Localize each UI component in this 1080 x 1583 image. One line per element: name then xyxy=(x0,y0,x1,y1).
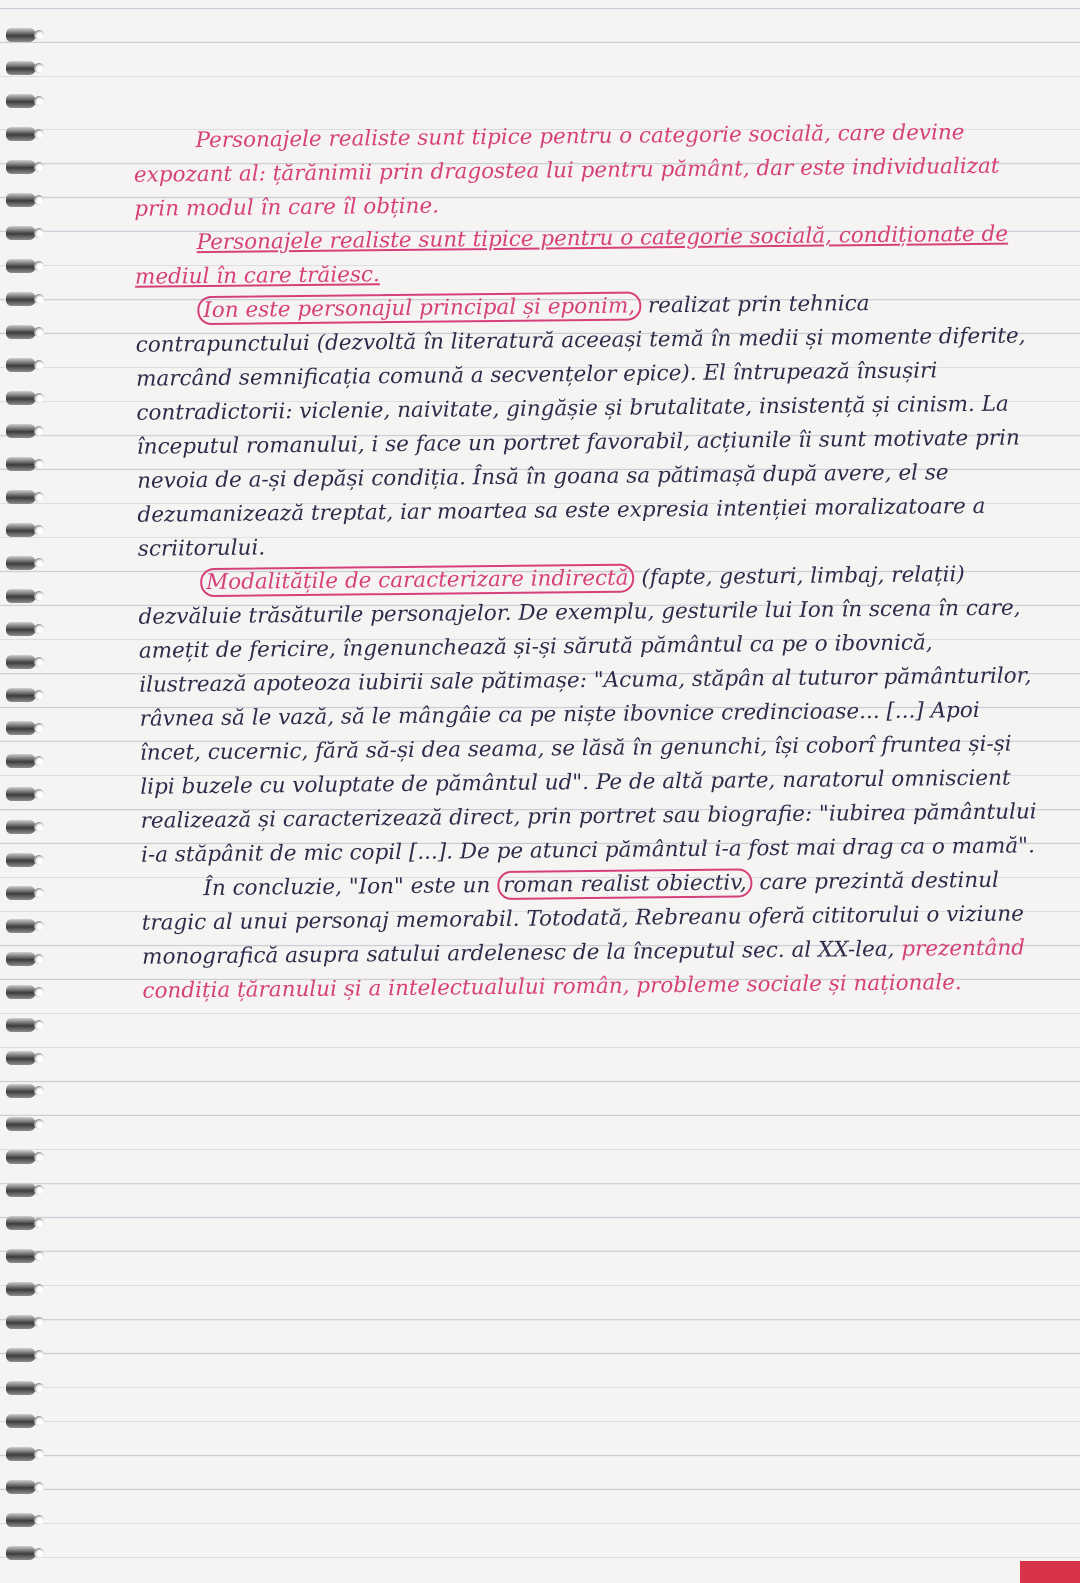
spiral-ring xyxy=(6,1348,36,1362)
spiral-ring xyxy=(6,94,36,108)
spiral-ring xyxy=(6,622,36,636)
highlight-box: Modalitățile de caracterizare indirectă xyxy=(200,564,635,598)
spiral-ring xyxy=(6,886,36,900)
paragraph-5-text-c: prezentând condiția țăranului și a intelectualului român, probleme sociale și naționale. xyxy=(142,935,1026,1004)
spiral-ring xyxy=(6,721,36,735)
spiral-ring xyxy=(6,28,36,42)
spiral-ring xyxy=(6,1183,36,1197)
spiral-ring xyxy=(6,919,36,933)
spiral-ring xyxy=(6,160,36,174)
spiral-ring xyxy=(6,1282,36,1296)
spiral-ring xyxy=(6,226,36,240)
handwritten-text xyxy=(133,115,1047,1008)
spiral-ring xyxy=(6,1546,36,1560)
paragraph-4 xyxy=(138,557,1046,872)
spiral-ring xyxy=(6,127,36,141)
spiral-ring xyxy=(6,292,36,306)
spiral-ring xyxy=(6,820,36,834)
spiral-ring xyxy=(6,457,36,471)
spiral-ring xyxy=(6,1447,36,1461)
spiral-binding xyxy=(0,0,48,1583)
spiral-ring xyxy=(6,1480,36,1494)
spiral-ring xyxy=(6,259,36,273)
spiral-ring xyxy=(6,952,36,966)
spiral-ring xyxy=(6,358,36,372)
spiral-ring xyxy=(6,424,36,438)
spiral-ring xyxy=(6,1216,36,1230)
spiral-ring xyxy=(6,853,36,867)
paragraph-4-text-a: (fapte, gesturi, limbaj, relații) dezvăluie trăsăturile personajelor. xyxy=(138,562,965,630)
spiral-ring xyxy=(6,589,36,603)
spiral-ring xyxy=(6,391,36,405)
spiral-ring xyxy=(6,325,36,339)
circled-phrase: roman realist obiectiv, xyxy=(497,868,753,900)
spiral-ring xyxy=(6,1249,36,1263)
spiral-ring xyxy=(6,490,36,504)
spiral-ring xyxy=(6,1513,36,1527)
spiral-ring xyxy=(6,985,36,999)
spiral-ring xyxy=(6,1084,36,1098)
spiral-ring xyxy=(6,193,36,207)
spiral-ring xyxy=(6,556,36,570)
paragraph-5 xyxy=(141,863,1047,1008)
highlight-box: Ion este personajul principal și eponim, xyxy=(197,291,641,325)
spiral-ring xyxy=(6,1117,36,1131)
spiral-ring xyxy=(6,523,36,537)
spiral-ring xyxy=(6,1018,36,1032)
paragraph-3-text: realizat prin tehnica contrapunctului (dezvoltă în literatură aceeași temă în medii și momente diferite, marcând semnificația comună a secvențelor epice). El întrupează însușiri contradictorii: viclenie, naivitate, gingășie și brutalitate, insistență și cinism. La începutul romanului, i se face un portret favorabil, acțiunile îi sunt motivate prin nevoia de a-și depăși condiția. Însă în goana sa pătimașă după avere, el se dezumanizează treptat, iar moartea sa este expresia intenției moralizatoare a scriitorului. xyxy=(135,291,1026,562)
spiral-ring xyxy=(6,787,36,801)
spiral-ring xyxy=(6,688,36,702)
paragraph-1: Personajele realiste sunt tipice pentru o categorie socială, care devine expozant al: țărănimii prin dragostea lui pentru pământ, dar este individualizat prin modul în care îl obține. xyxy=(133,120,1000,222)
spiral-ring xyxy=(6,655,36,669)
spiral-ring xyxy=(6,754,36,768)
paragraph-4-text-b: De exemplu, gesturile lui Ion în scena în care, amețit de fericire, îngenunchează și-și sărută pământul ca pe o ibovnică, ilustrează apoteoza iubirii sale pătimașe: "Acuma, stăpân al tuturor pământurilor, râvnea să le vază, să le mângâie ca pe niște ibovnice credincioase... [...] Apoi încet, cucernic, fără să-și dea seama, se lăsă în genunchi, își coborî fruntea și-și lipi buzele cu voluptate de pământul ud". Pe de altă parte, naratorul omniscient realizează și caracterizează direct, prin portret sau biografie: "iubirea pământului i-a stăpânit de mic copil [...]. De pe atunci pământul i-a fost mai drag ca o mamă". xyxy=(138,595,1037,868)
spiral-ring xyxy=(6,1051,36,1065)
paragraph-3 xyxy=(135,285,1043,566)
paragraph-2: Personajele realiste sunt tipice pentru o categorie socială, condiționate de mediul în care trăiesc. xyxy=(134,221,1009,290)
spiral-ring xyxy=(6,1414,36,1428)
spiral-ring xyxy=(6,1381,36,1395)
paragraph-5-text-a: În concluzie, "Ion" este un xyxy=(203,873,491,902)
spiral-ring xyxy=(6,1315,36,1329)
paragraph-5-text-b: care prezintă destinul tragic al unui personaj memorabil. Totodată, Rebreanu oferă cititorului o viziune monografică asupra satului ardelenesc de la începutul sec. al XX-lea, xyxy=(141,867,1024,970)
spiral-ring xyxy=(6,61,36,75)
spiral-ring xyxy=(6,1150,36,1164)
